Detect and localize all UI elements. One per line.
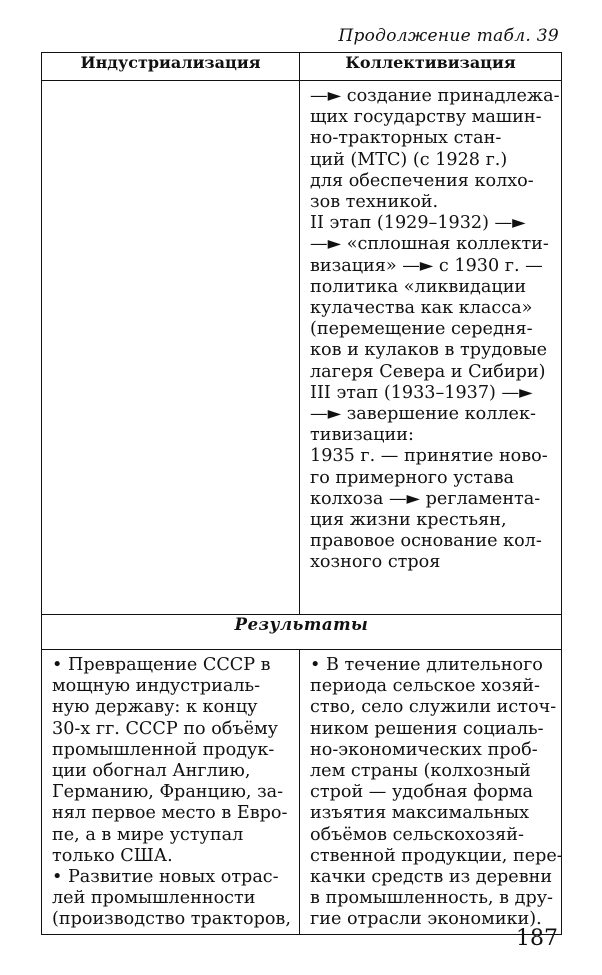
text-line: • Развитие новых отрас-: [52, 867, 279, 888]
text-line: колхоза —► регламента-: [310, 488, 541, 509]
text-line: ственной продукции, пере-: [310, 845, 563, 866]
text-line: лем страны (колхозный: [310, 761, 531, 782]
text-line: • В течение длительного: [310, 655, 543, 675]
section-row: [42, 615, 562, 650]
text-line: тивизации:: [310, 425, 414, 446]
page-number: 187: [516, 926, 558, 951]
text-line: политика «ликвидации: [310, 276, 527, 297]
text-line: II этап (1929–1932) —►: [310, 213, 526, 234]
text-line: ков и кулаков в трудовые: [310, 340, 548, 361]
text-line: ции обогнал Англию,: [52, 761, 251, 782]
text-line: хозного строя: [310, 552, 441, 573]
text-line: лей промышленности: [52, 888, 256, 909]
text-line: щих государству машин-: [310, 107, 542, 128]
text-line: • Превращение СССР в: [52, 655, 271, 675]
industrialization-collectivization-table: [41, 52, 562, 935]
text-line: периода сельское хозяй-: [310, 676, 540, 697]
text-line: —► завершение коллек-: [310, 404, 536, 425]
text-line: промышленной продук-: [52, 739, 275, 760]
text-line: ция жизни крестьян,: [310, 510, 507, 531]
collectivization-stages-cell: [300, 81, 562, 615]
text-line: 1935 г. — принятие ново-: [310, 446, 548, 467]
header-industrialization: Индустриализация: [42, 53, 300, 81]
industrialization-results-cell: [42, 650, 300, 935]
header-collectivization: Коллективизация: [300, 53, 562, 81]
text-line: качки средств из деревни: [310, 867, 553, 888]
text-line: —► «сплошная коллекти-: [310, 234, 549, 255]
collectivization-results-cell: [300, 650, 562, 935]
text-line: го примерного устава: [310, 467, 515, 488]
text-line: (перемещение середня-: [310, 319, 533, 340]
text-line: Германию, Францию, за-: [52, 782, 284, 803]
text-line: мощную индустриаль-: [52, 676, 261, 697]
text-line: правовое основание кол-: [310, 531, 542, 552]
text-line: лагеря Севера и Сибири): [310, 361, 546, 382]
table-row: [42, 650, 562, 935]
text-line: 30-х гг. СССР по объёму: [52, 718, 279, 739]
industrialization-cell-empty: [42, 81, 300, 615]
text-line: для обеспечения колхо-: [310, 170, 534, 191]
text-line: пе, а в мире уступал: [52, 824, 244, 845]
text-line: ником решения социаль-: [310, 718, 544, 739]
text-line: кулачества как класса»: [310, 298, 533, 319]
table-row: [42, 81, 562, 615]
text-line: ций (МТС) (с 1928 г.): [310, 149, 508, 170]
results-section-title: Результаты: [42, 615, 562, 650]
text-line: объёмов сельскохозяй-: [310, 824, 524, 845]
text-line: только США.: [52, 845, 173, 866]
text-line: (производство тракторов,: [52, 909, 291, 930]
text-line: но-тракторных стан-: [310, 128, 502, 149]
text-line: изъятия максимальных: [310, 803, 530, 824]
table-header-row: [42, 53, 562, 81]
text-line: гие отрасли экономики).: [310, 909, 542, 930]
text-line: нял первое место в Евро-: [52, 803, 288, 824]
text-line: но-экономических проб-: [310, 739, 538, 760]
text-line: строй — удобная форма: [310, 782, 534, 803]
text-line: зов техникой.: [310, 192, 439, 213]
text-line: ную державу: к концу: [52, 697, 258, 718]
text-line: —► создание принадлежа-: [310, 86, 560, 106]
text-line: ство, село служили источ-: [310, 697, 557, 718]
text-line: визация» —► с 1930 г. —: [310, 255, 543, 276]
continuation-note: Продолжение табл. 39: [338, 26, 559, 46]
text-line: III этап (1933–1937) —►: [310, 382, 533, 403]
text-line: в промышленность, в дру-: [310, 888, 553, 909]
